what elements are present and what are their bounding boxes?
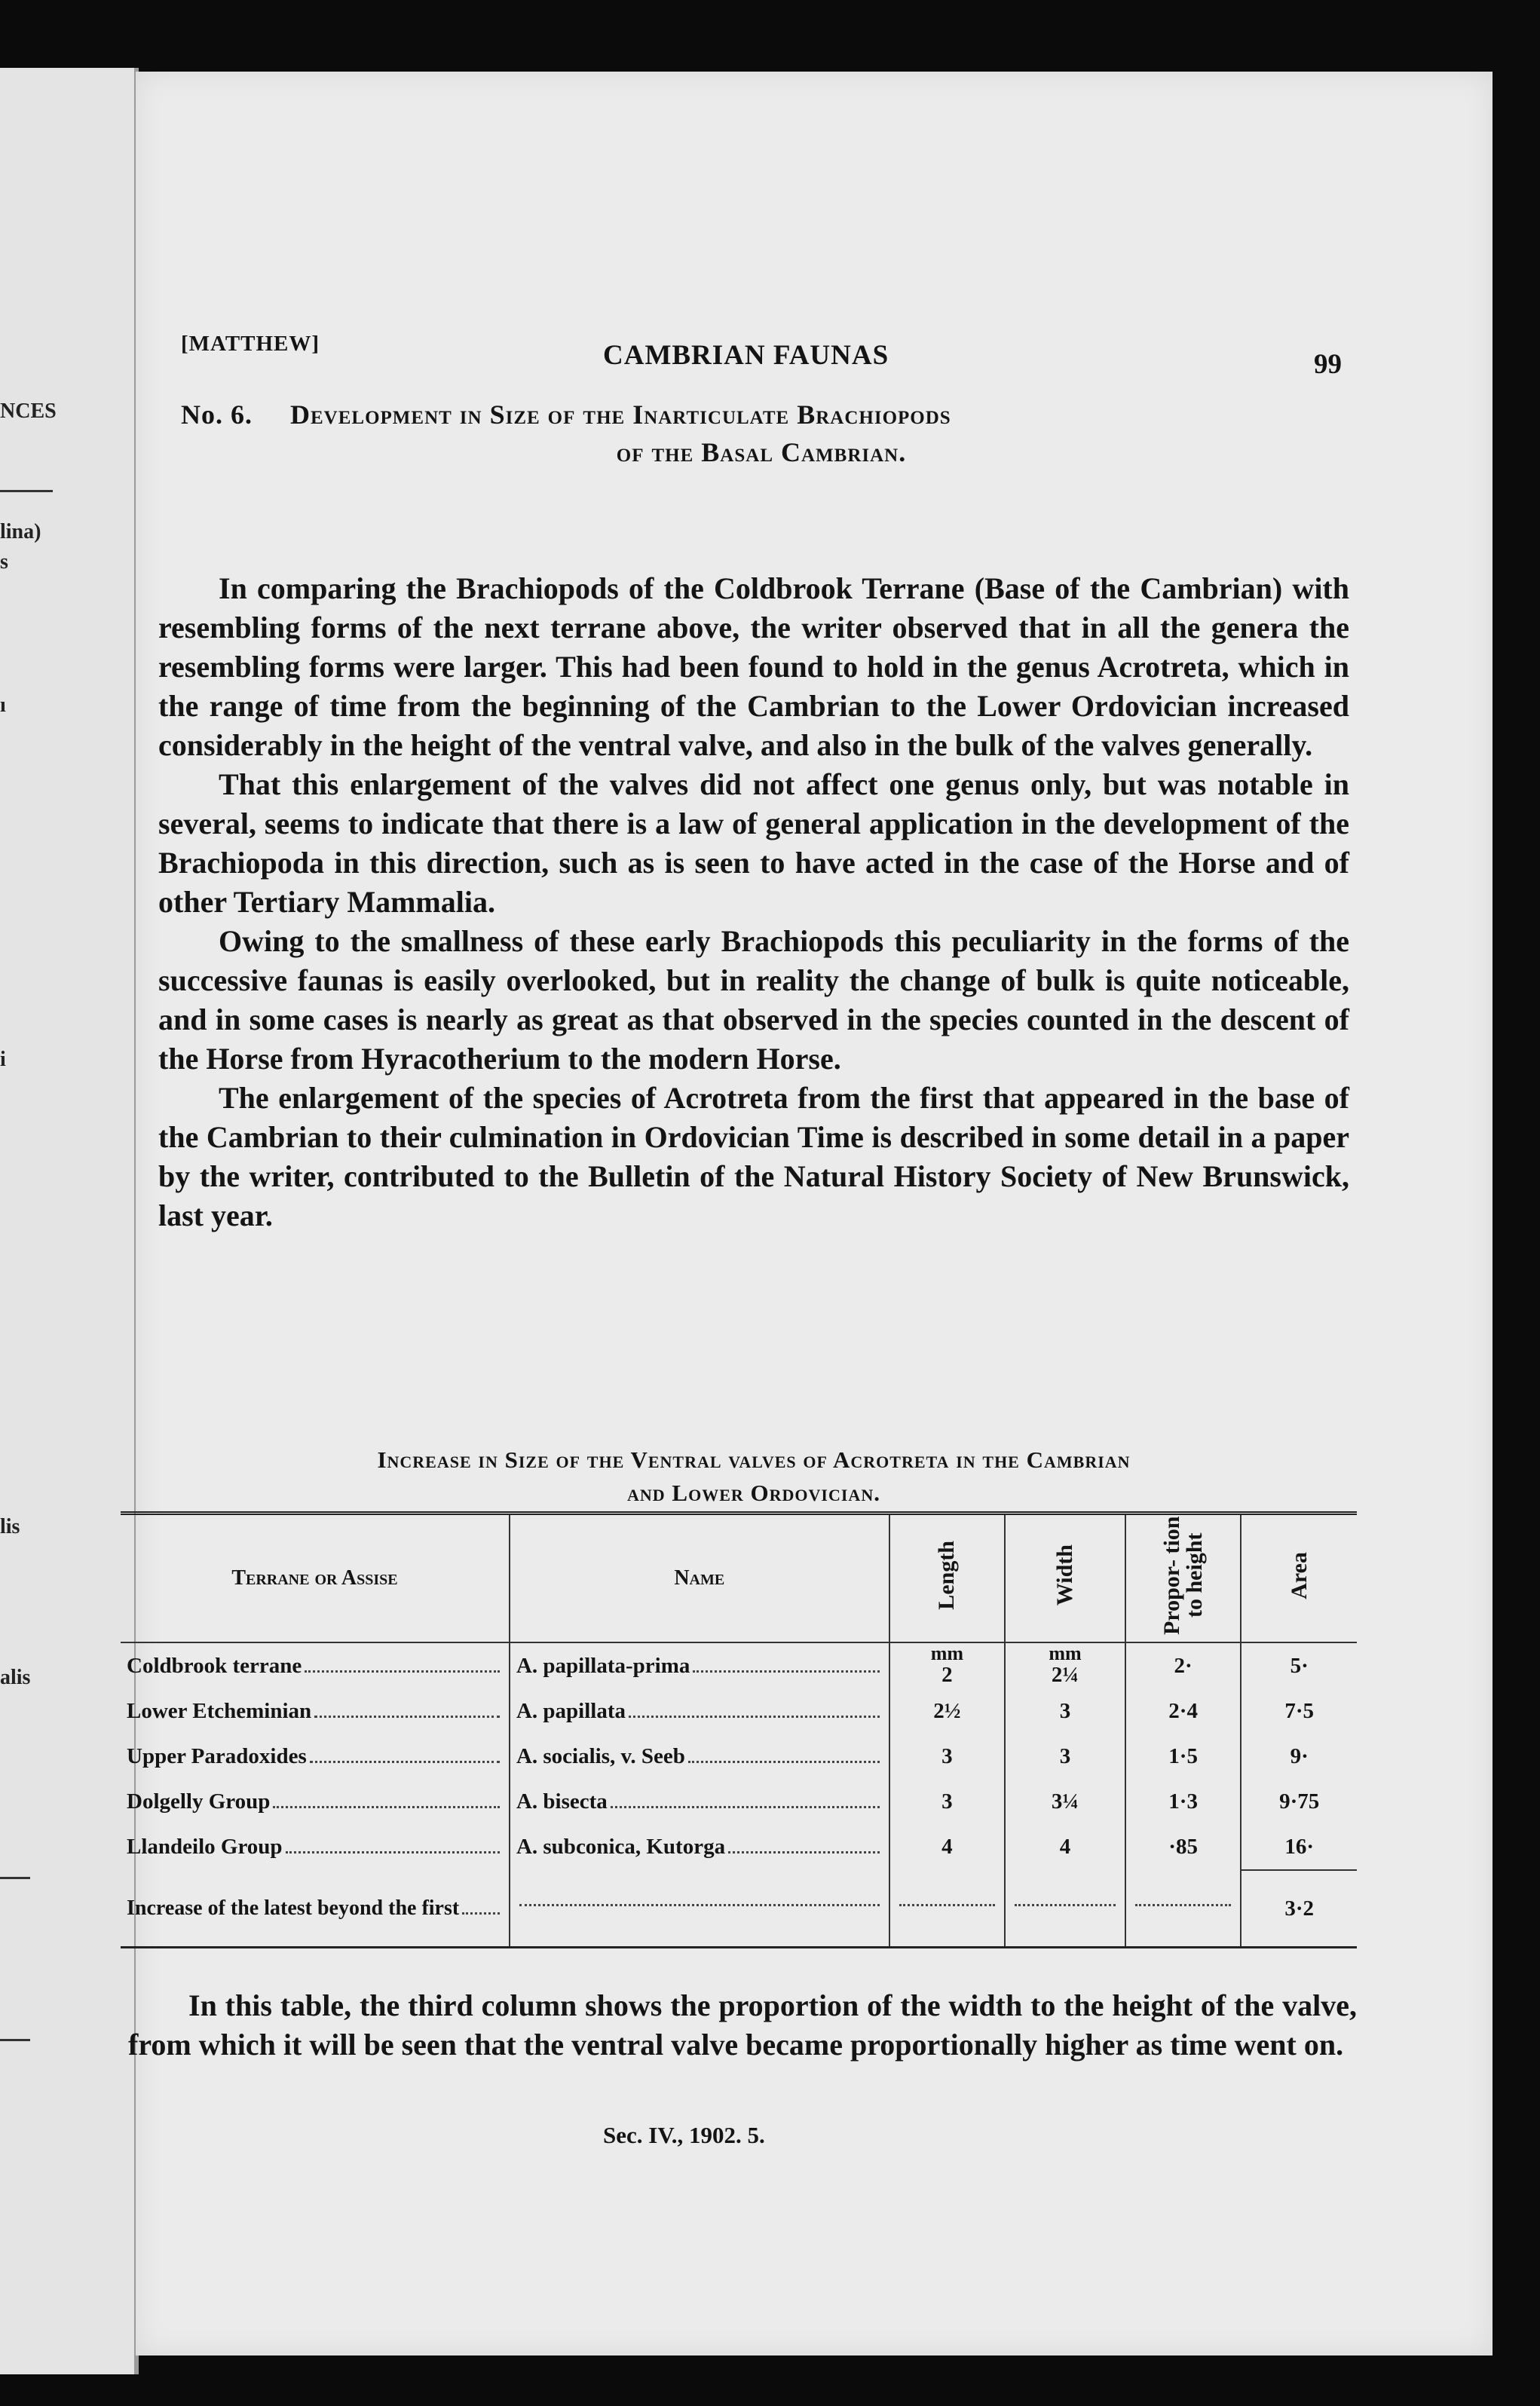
proportion-cell: 2· <box>1125 1642 1241 1688</box>
section-number: No. 6. <box>181 399 253 430</box>
increase-row <box>121 1870 1357 1948</box>
area-cell: 16· <box>1241 1824 1357 1870</box>
length-cell: 3 <box>889 1734 1006 1779</box>
increase-label: Increase of the latest beyond the first <box>127 1896 460 1920</box>
header-length <box>889 1514 1006 1643</box>
terrane-cell: Upper Paradoxides <box>127 1743 307 1768</box>
length-cell: 3 <box>889 1779 1006 1824</box>
prev-page-fragment: NCES <box>0 399 57 423</box>
previous-page-strip <box>0 68 139 2374</box>
table-caption-line2: and Lower Ordovician. <box>627 1480 880 1506</box>
prev-page-rule <box>0 2039 30 2041</box>
dot-leader <box>519 1904 880 1906</box>
running-head <box>181 332 1342 380</box>
header-name: Name <box>510 1514 889 1643</box>
header-width <box>1005 1514 1125 1643</box>
area-cell: 5· <box>1241 1642 1357 1688</box>
width-cell: 3 <box>1005 1734 1125 1779</box>
header-area-label: Area <box>1286 1551 1312 1599</box>
after-table-text <box>128 1986 1357 2065</box>
prev-page-fragment: i <box>0 1048 6 1071</box>
prev-page-rule <box>0 490 53 492</box>
prev-page-fragment: s <box>0 550 8 574</box>
header-proportion-label: Propor- tion to height <box>1159 1516 1207 1635</box>
prev-page-rule <box>0 1877 30 1879</box>
prev-page-fragment: alis <box>0 1666 31 1689</box>
section-title <box>181 396 1342 471</box>
proportion-cell: 2·4 <box>1125 1688 1241 1734</box>
width-cell: 3 <box>1005 1688 1125 1734</box>
terrane-cell: Lower Etcheminian <box>127 1698 312 1723</box>
width-cell: 3¼ <box>1005 1779 1125 1824</box>
width-cell: 4 <box>1005 1824 1125 1870</box>
table-row <box>121 1734 1357 1779</box>
area-cell: 9·75 <box>1241 1779 1357 1824</box>
dot-leader <box>1135 1904 1232 1906</box>
unit-label: mm <box>930 1642 964 1664</box>
name-cell: A. papillata <box>516 1698 626 1723</box>
proportion-cell: 1·3 <box>1125 1779 1241 1824</box>
proportion-cell: ·85 <box>1125 1824 1241 1870</box>
body-text <box>158 569 1349 1235</box>
paragraph: In comparing the Brachiopods of the Coldbrook Terrane (Base of the Cambrian) with resembling forms of the next terrane above, the writer observed that in all the genera the resembling forms were larger. This had been found to hold in the genus Acrotreta, which in the range of time from the beginning of the Cambrian to the Lower Ordovician increased considerably in the height of the ventral valve, and also in the bulk of the valves generally. <box>158 571 1349 762</box>
paragraph: That this enlargement of the valves did not affect one genus only, but was notable in several, seems to indicate that there is a law of general application in the development of the Brachiopoda in this direction, such as is seen to have acted in the case of the Horse and of other Tertiary Mammalia. <box>158 767 1349 919</box>
area-cell: 9· <box>1241 1734 1357 1779</box>
header-length-label: Length <box>934 1541 960 1610</box>
terrane-cell: Coldbrook terrane <box>127 1653 302 1678</box>
dot-leader <box>1015 1904 1116 1906</box>
terrane-cell: Dolgelly Group <box>127 1789 271 1814</box>
paragraph: The enlargement of the species of Acrotreta from the first that appeared in the base of the Cambrian to their culmination in Ordovician Time is described in some detail in a paper by the writer, contributed to the Bulletin of the Natural History Society of New Brunswick, last year. <box>158 1081 1349 1232</box>
running-title: CAMBRIAN FAUNAS <box>603 340 889 371</box>
table-row <box>121 1642 1357 1688</box>
book-page <box>127 72 1493 2355</box>
paragraph: In this table, the third column shows the proportion of the width to the height of the valve, from which it will be seen that the ventral valve became proportionally higher as time went on. <box>128 1988 1357 2062</box>
name-cell: A. socialis, v. Seeb <box>516 1743 685 1768</box>
area-cell: 7·5 <box>1241 1688 1357 1734</box>
terrane-cell: Llandeilo Group <box>127 1835 283 1859</box>
paragraph: Owing to the smallness of these early Brachiopods this peculiarity in the forms of the successive faunas is easily overlooked, but in reality the change of bulk is quite noticeable, and in some cases is nearly as great as that observed in the species counted in the descent of the Horse from Hyracotherium to the modern Horse. <box>158 924 1349 1076</box>
table-row <box>121 1688 1357 1734</box>
header-proportion <box>1125 1514 1241 1643</box>
prev-page-fragment: lis <box>0 1515 20 1538</box>
unit-label: mm <box>1049 1642 1082 1664</box>
table-caption-line1: Increase in Size of the Ventral valves of Acrotreta in the Cambrian <box>377 1446 1131 1473</box>
table-row <box>121 1824 1357 1870</box>
dot-leader <box>899 1904 996 1906</box>
name-cell: A. papillata-prima <box>516 1653 690 1678</box>
length-cell: 2½ <box>889 1688 1006 1734</box>
table-caption <box>151 1443 1357 1510</box>
header-terrane: Terrane or Assise <box>121 1514 510 1643</box>
name-cell: A. subconica, Kutorga <box>516 1835 726 1859</box>
proportion-cell: 1·5 <box>1125 1734 1241 1779</box>
signature-footer: Sec. IV., 1902. 5. <box>603 2122 765 2148</box>
section-title-line1: Development in Size of the Inarticulate Brachiopods <box>290 399 951 430</box>
length-cell: 4 <box>889 1824 1006 1870</box>
name-cell: A. bisecta <box>516 1789 608 1814</box>
header-width-label: Width <box>1052 1544 1077 1606</box>
acrotreta-table <box>121 1511 1357 1948</box>
page-number: 99 <box>1314 349 1342 380</box>
author-tag: [MATTHEW] <box>181 332 320 356</box>
section-title-line2: of the Basal Cambrian. <box>616 437 907 467</box>
length-cell: 2 <box>941 1662 953 1687</box>
table-row <box>121 1779 1357 1824</box>
width-cell: 2¼ <box>1051 1662 1079 1687</box>
header-area <box>1241 1514 1357 1643</box>
increase-area-cell: 3·2 <box>1241 1870 1357 1948</box>
prev-page-fragment: lina) <box>0 520 41 543</box>
prev-page-fragment: ı <box>0 693 6 717</box>
